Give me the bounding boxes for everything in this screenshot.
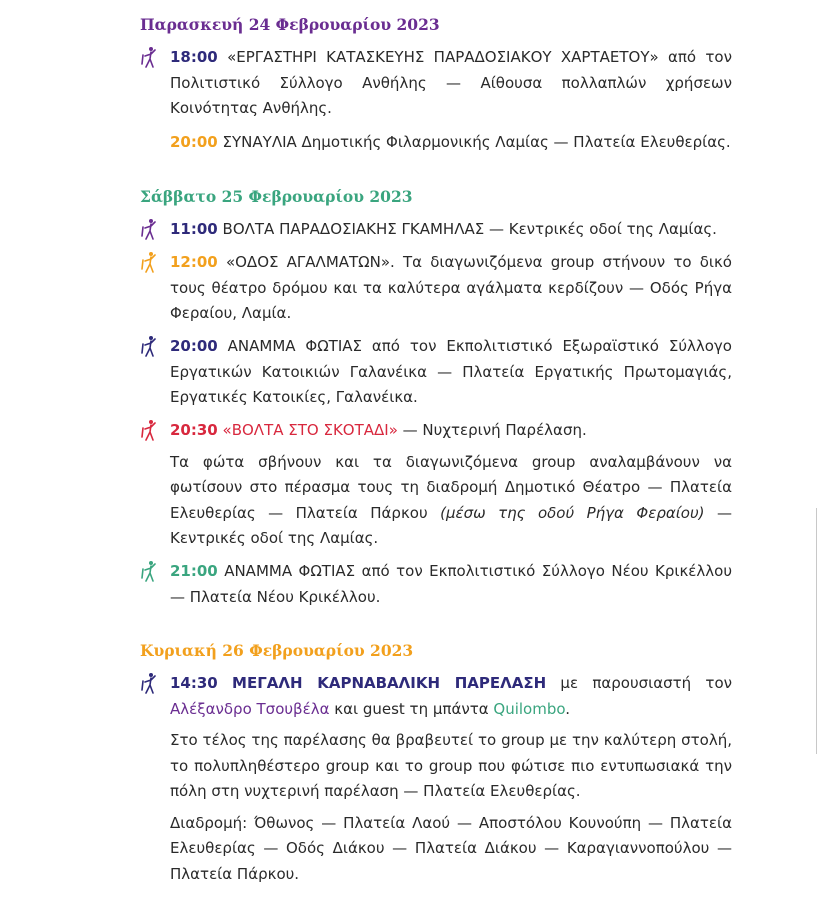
event-time: 21:00 — [170, 562, 218, 580]
event-time: 12:00 — [170, 253, 218, 271]
event-text: ΒΟΛΤΑ ΠΑΡΑΔΟΣΙΑΚΗΣ ΓΚΑΜΗΛΑΣ — Κεντρικές οδοί της Λαμίας. — [222, 220, 717, 238]
event-text: «ΟΔΟΣ ΑΓΑΛΜΑΤΩΝ». Τα διαγωνιζόμενα group στήνουν το δικό τους θέατρο δρόμου και τα καλύτερα αγάλματα κερδίζουν — Οδός Ρήγα Φεραίου, Λαμία. — [170, 253, 732, 322]
dancing-figure-icon — [140, 419, 158, 441]
event-title: «ΒΟΛΤΑ ΣΤΟ ΣΚΟΤΑΔΙ» — [222, 421, 398, 439]
presenter-name: Αλέξανδρο Τσουβέλα — [170, 699, 330, 718]
route-description: Διαδρομή: Όθωνος — Πλατεία Λαού — Αποστόλου Κουνούπη — Πλατεία Ελευθερίας — Οδός Διάκου — Πλατεία Διάκου — Καραγιαννοπούλου — Πλατεία Πάρκου. — [170, 813, 732, 883]
event-time: 14:30 — [170, 674, 218, 692]
event-time: 18:00 — [170, 48, 218, 66]
event-text: ΑΝΑΜΜΑ ΦΩΤΙΑΣ από τον Εκπολιτιστικό Σύλλογο Νέου Κρικέλλου — Πλατεία Νέου Κρικέλλου. — [170, 562, 732, 606]
day-heading-sunday: Κυριακή 26 Φεβρουαρίου 2023 — [140, 641, 414, 660]
dancing-figure-icon — [140, 251, 158, 273]
event-friday-2000 — [140, 130, 732, 156]
event-text-2: και guest τη μπάντα — [329, 699, 494, 718]
dancing-figure-icon — [140, 335, 158, 357]
scrollbar-edge[interactable] — [816, 508, 820, 754]
event-friday-1800 — [140, 45, 732, 122]
event-text: ΑΝΑΜΜΑ ΦΩΤΙΑΣ από τον Εκπολιτιστικό Εξωραϊστικό Σύλλογο Εργατικών Κατοικιών Γαλανέικα — Πλατεία Εργατικής Πρωτομαγιάς, Εργατικές Κατοικίες, Γαλανέικα. — [170, 337, 732, 406]
dancing-figure-icon — [140, 560, 158, 582]
event-text: με παρουσιαστή τον — [546, 674, 732, 692]
event-time: 20:00 — [170, 337, 218, 355]
band-name: Quilombo — [493, 699, 566, 718]
event-saturday-2100 — [140, 559, 732, 610]
dancing-figure-icon — [140, 218, 158, 240]
event-description-italic: (μέσω της οδού Ρήγα Φεραίου) — [440, 503, 705, 522]
day-heading-saturday: Σάββατο 25 Φεβρουαρίου 2023 — [140, 187, 413, 206]
event-title: ΜΕΓΑΛΗ ΚΑΡΝΑΒΑΛΙΚΗ ΠΑΡΕΛΑΣΗ — [232, 674, 547, 692]
event-text: ΣΥΝΑΥΛΙΑ Δημοτικής Φιλαρμονικής Λαμίας — Πλατεία Ελευθερίας. — [222, 133, 731, 151]
event-sunday-1430 — [140, 671, 732, 887]
event-description: Τα φώτα σβήνουν και τα διαγωνιζόμενα group αναλαμβάνουν να φωτίσουν στο πέρασμα τους τη διαδρομή Δημοτικό Θέατρο — Πλατεία Ελευθερίας — Πλατεία Πάρκου — [170, 452, 732, 522]
event-saturday-1200 — [140, 250, 732, 327]
event-description-end: — Κεντρικές οδοί της Λαμίας. — [170, 503, 732, 547]
event-time: 11:00 — [170, 220, 218, 238]
event-text: — Νυχτερινή Παρέλαση. — [397, 421, 587, 439]
event-time: 20:00 — [170, 133, 218, 151]
event-text: «ΕΡΓΑΣΤΗΡΙ ΚΑΤΑΣΚΕΥΗΣ ΠΑΡΑΔΟΣΙΑΚΟΥ ΧΑΡΤΑΕΤΟΥ» από τον Πολιτιστικό Σύλλογο Ανθήλης — Αίθουσα πολλαπλών χρήσεων Κοινότητας Ανθήλης. — [170, 48, 732, 117]
dancing-figure-icon — [140, 672, 158, 694]
dancing-figure-icon — [140, 46, 158, 68]
event-time: 20:30 — [170, 421, 218, 439]
event-saturday-2000 — [140, 334, 732, 411]
event-text-end: . — [565, 699, 571, 718]
event-description: Στο τέλος της παρέλασης θα βραβευτεί το group με την καλύτερη στολή, το πολυπληθέστερο group και το group που φώτισε πιο εντυπωσιακά την πόλη στη νυχτερινή παρέλαση — Πλατεία Ελευθερίας. — [170, 731, 732, 800]
event-saturday-2030 — [140, 418, 732, 552]
day-heading-friday: Παρασκευή 24 Φεβρουαρίου 2023 — [140, 15, 440, 34]
event-saturday-1100 — [140, 217, 732, 243]
